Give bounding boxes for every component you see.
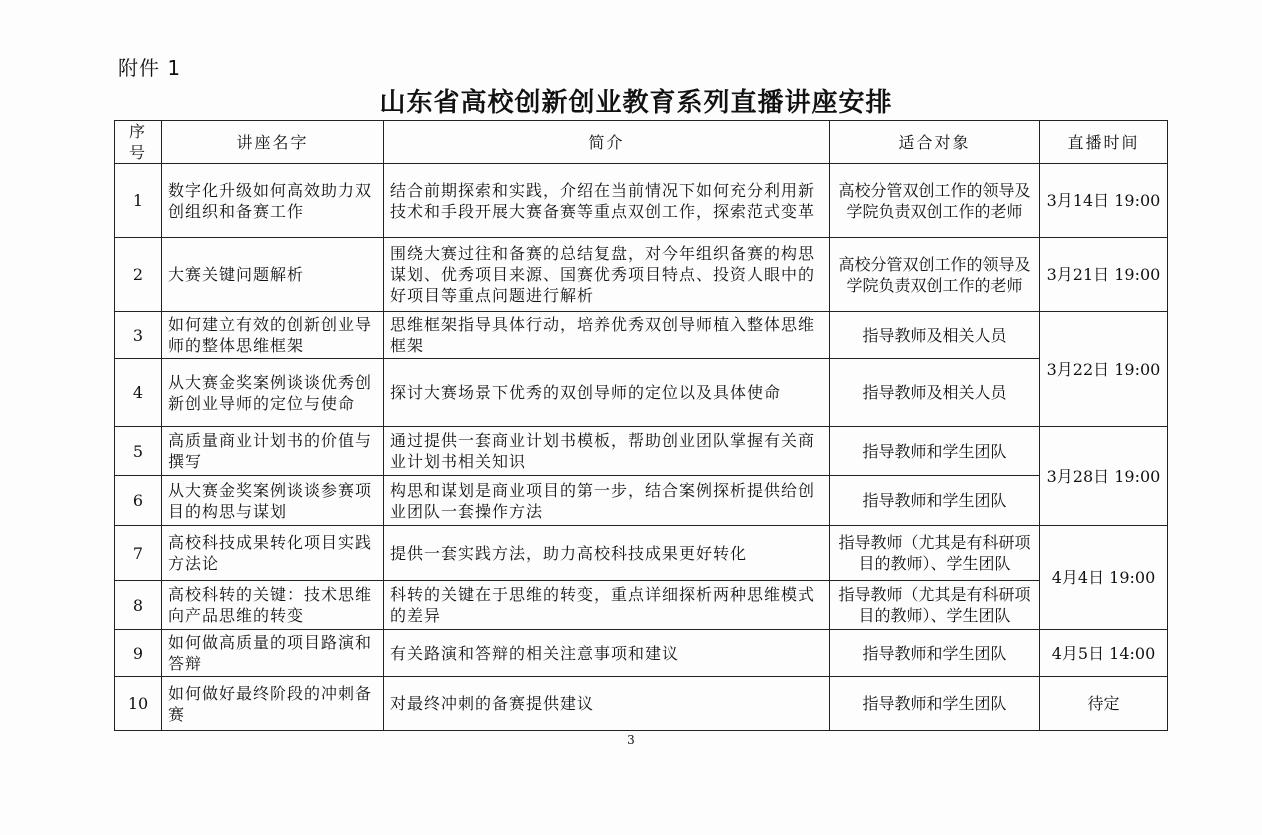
table-row [115, 630, 1168, 677]
lecture-audience: 指导教师及相关人员 [830, 312, 1040, 359]
header-name: 讲座名字 [162, 121, 384, 164]
lecture-name: 如何做好最终阶段的冲刺备赛 [162, 677, 384, 731]
page-title: 山东省高校创新创业教育系列直播讲座安排 [379, 88, 893, 118]
table-row [115, 359, 1168, 427]
row-no: 1 [115, 164, 162, 238]
lecture-time: 3月28日 19:00 [1040, 427, 1168, 526]
table-row [115, 312, 1168, 359]
page-number: 3 [627, 733, 635, 747]
table-row [115, 238, 1168, 312]
lecture-audience: 高校分管双创工作的领导及学院负责双创工作的老师 [830, 238, 1040, 312]
lecture-name: 大赛关键问题解析 [162, 238, 384, 312]
header-time: 直播时间 [1040, 121, 1168, 164]
lecture-intro: 围绕大赛过往和备赛的总结复盘，对今年组织备赛的构思谋划、优秀项目来源、国赛优秀项目特点、投资人眼中的好项目等重点问题进行解析 [384, 238, 830, 312]
row-no: 5 [115, 427, 162, 476]
header-intro: 简介 [384, 121, 830, 164]
lecture-audience: 高校分管双创工作的领导及学院负责双创工作的老师 [830, 164, 1040, 238]
lecture-name: 高校科转的关键：技术思维向产品思维的转变 [162, 581, 384, 630]
row-no: 7 [115, 526, 162, 581]
lecture-time: 3月14日 19:00 [1040, 164, 1168, 238]
table-row [115, 581, 1168, 630]
header-no: 序号 [115, 121, 162, 164]
lecture-intro: 通过提供一套商业计划书模板，帮助创业团队掌握有关商业计划书相关知识 [384, 427, 830, 476]
table-row [115, 164, 1168, 238]
lecture-audience: 指导教师（尤其是有科研项目的教师）、学生团队 [830, 581, 1040, 630]
row-no: 10 [115, 677, 162, 731]
lecture-name: 从大赛金奖案例谈谈优秀创新创业导师的定位与使命 [162, 359, 384, 427]
lecture-intro: 有关路演和答辩的相关注意事项和建议 [384, 630, 830, 677]
row-no: 3 [115, 312, 162, 359]
lecture-audience: 指导教师及相关人员 [830, 359, 1040, 427]
row-no: 9 [115, 630, 162, 677]
lecture-intro: 构思和谋划是商业项目的第一步，结合案例探析提供给创业团队一套操作方法 [384, 476, 830, 526]
lecture-time: 4月5日 14:00 [1040, 630, 1168, 677]
lecture-audience: 指导教师（尤其是有科研项目的教师）、学生团队 [830, 526, 1040, 581]
lecture-name: 高校科技成果转化项目实践方法论 [162, 526, 384, 581]
row-no: 2 [115, 238, 162, 312]
table-row [115, 476, 1168, 526]
lecture-time: 待定 [1040, 677, 1168, 731]
lecture-name: 高质量商业计划书的价值与撰写 [162, 427, 384, 476]
row-no: 6 [115, 476, 162, 526]
lecture-intro: 思维框架指导具体行动，培养优秀双创导师植入整体思维框架 [384, 312, 830, 359]
lecture-intro: 对最终冲刺的备赛提供建议 [384, 677, 830, 731]
lecture-time: 3月22日 19:00 [1040, 312, 1168, 427]
table-row [115, 427, 1168, 476]
table-row [115, 677, 1168, 731]
row-no: 4 [115, 359, 162, 427]
lecture-audience: 指导教师和学生团队 [830, 630, 1040, 677]
table-header-row [115, 121, 1168, 164]
lecture-audience: 指导教师和学生团队 [830, 427, 1040, 476]
lecture-schedule-table [114, 120, 1168, 731]
lecture-time: 3月21日 19:00 [1040, 238, 1168, 312]
lecture-name: 如何建立有效的创新创业导师的整体思维框架 [162, 312, 384, 359]
lecture-name: 如何做高质量的项目路演和答辩 [162, 630, 384, 677]
lecture-intro: 科转的关键在于思维的转变，重点详细探析两种思维模式的差异 [384, 581, 830, 630]
lecture-audience: 指导教师和学生团队 [830, 476, 1040, 526]
attachment-label: 附件 1 [118, 56, 182, 80]
table-row [115, 526, 1168, 581]
header-audience: 适合对象 [830, 121, 1040, 164]
row-no: 8 [115, 581, 162, 630]
lecture-intro: 探讨大赛场景下优秀的双创导师的定位以及具体使命 [384, 359, 830, 427]
lecture-intro: 结合前期探索和实践，介绍在当前情况下如何充分利用新技术和手段开展大赛备赛等重点双创工作，探索范式变革 [384, 164, 830, 238]
lecture-audience: 指导教师和学生团队 [830, 677, 1040, 731]
lecture-name: 数字化升级如何高效助力双创组织和备赛工作 [162, 164, 384, 238]
lecture-name: 从大赛金奖案例谈谈参赛项目的构思与谋划 [162, 476, 384, 526]
lecture-time: 4月4日 19:00 [1040, 526, 1168, 630]
lecture-intro: 提供一套实践方法，助力高校科技成果更好转化 [384, 526, 830, 581]
